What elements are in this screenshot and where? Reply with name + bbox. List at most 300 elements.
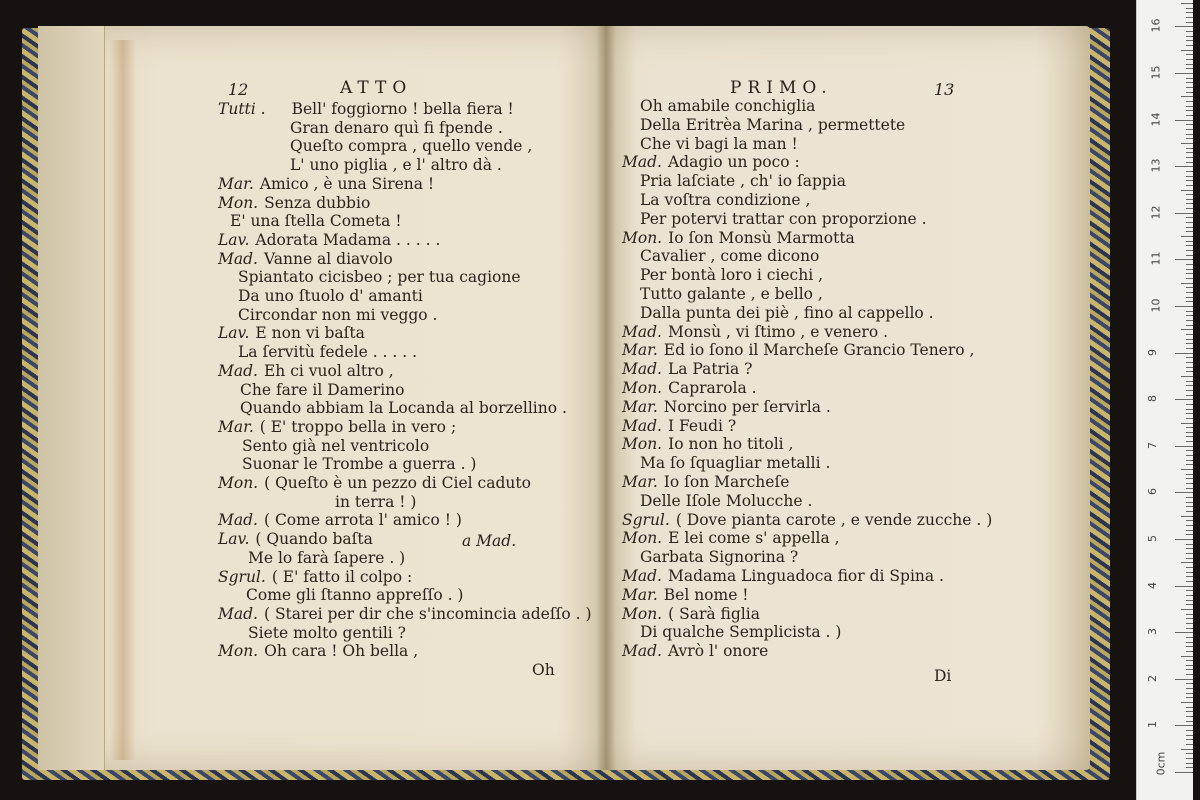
ruler-tick xyxy=(1186,600,1193,601)
ruler-tick xyxy=(1186,217,1193,218)
verse-text: Da uno ſtuolo d' amanti xyxy=(238,287,423,305)
text-line xyxy=(290,119,503,137)
verse-text: in terra ! ) xyxy=(335,492,417,511)
speaker-label: Sgrul. xyxy=(218,567,266,586)
verse-text: Cavalier , come dicono xyxy=(640,247,820,266)
speaker-label: Mar. xyxy=(622,585,658,604)
ruler-tick xyxy=(1181,376,1193,377)
ruler-tick xyxy=(1186,315,1193,316)
stage-direction-aside: a Mad. xyxy=(462,532,517,550)
text-line xyxy=(218,194,370,212)
ruler-tick xyxy=(1175,353,1193,354)
ruler-tick xyxy=(1186,404,1193,405)
speaker-label: Mon. xyxy=(218,642,259,661)
book-gutter xyxy=(596,26,616,770)
ruler-label: 2 xyxy=(1146,674,1159,682)
text-line xyxy=(640,135,798,153)
ruler-tick xyxy=(1181,329,1193,330)
text-line xyxy=(218,250,393,268)
text-line xyxy=(622,511,992,529)
ruler-tick xyxy=(1186,390,1193,391)
text-line xyxy=(242,437,429,455)
ruler-tick xyxy=(1186,674,1193,675)
ruler-tick xyxy=(1186,502,1193,503)
ruler-tick xyxy=(1186,409,1193,410)
speaker-label: Mar. xyxy=(218,174,254,193)
ruler-tick xyxy=(1186,730,1193,731)
text-line xyxy=(230,212,402,230)
ruler-tick xyxy=(1181,423,1193,424)
ruler-tick xyxy=(1186,152,1193,153)
text-line xyxy=(622,417,736,435)
ruler-tick xyxy=(1175,632,1193,633)
ruler-tick xyxy=(1186,590,1193,591)
verse-text: Adorata Madama . . . . . xyxy=(255,230,441,249)
text-line xyxy=(640,548,798,566)
text-line xyxy=(218,175,434,193)
ruler-tick xyxy=(1186,511,1193,512)
ruler-tick xyxy=(1181,283,1193,284)
ruler-tick xyxy=(1186,222,1193,223)
speaker-label: Mar. xyxy=(218,417,254,436)
verse-text: I Feudi ? xyxy=(667,416,737,435)
ruler-tick xyxy=(1186,628,1193,629)
text-line xyxy=(218,605,592,623)
text-line xyxy=(242,455,476,473)
ruler-tick xyxy=(1186,767,1193,768)
text-line xyxy=(640,623,841,641)
speaker-label: Mad. xyxy=(622,642,662,661)
ruler-label: 8 xyxy=(1146,395,1159,403)
ruler-tick xyxy=(1186,567,1193,568)
ruler-tick xyxy=(1186,357,1193,358)
ruler-tick xyxy=(1186,418,1193,419)
ruler-tick xyxy=(1186,660,1193,661)
text-line xyxy=(640,97,815,115)
verse-text: Tutto galante , e bello , xyxy=(640,285,823,303)
text-line xyxy=(218,231,440,249)
ruler-tick xyxy=(1186,171,1193,172)
ruler-tick xyxy=(1186,707,1193,708)
text-line xyxy=(640,191,810,209)
ruler-tick xyxy=(1181,749,1193,750)
ruler-tick xyxy=(1186,124,1193,125)
ruler-tick xyxy=(1186,185,1193,186)
ruler-tick xyxy=(1186,194,1193,195)
ruler-tick xyxy=(1175,772,1193,773)
ruler-tick xyxy=(1186,721,1193,722)
speaker-label: Mad. xyxy=(622,153,662,172)
text-line xyxy=(622,153,800,171)
text-line xyxy=(640,172,846,190)
ruler-tick xyxy=(1186,735,1193,736)
ruler-tick xyxy=(1186,17,1193,18)
ruler-tick xyxy=(1186,129,1193,130)
ruler-tick xyxy=(1186,343,1193,344)
ruler-label: 11 xyxy=(1149,251,1163,266)
ruler-tick xyxy=(1175,259,1193,260)
text-line xyxy=(218,642,418,660)
speaker-label: Mon. xyxy=(218,193,259,212)
verse-text: Delle Iſole Molucche . xyxy=(640,491,813,510)
verse-text: Io ſon Marcheſe xyxy=(663,473,790,491)
ruler-tick xyxy=(1186,544,1193,545)
ruler-label: 16 xyxy=(1149,18,1163,33)
ruler-tick xyxy=(1186,525,1193,526)
speaker-label: Mar. xyxy=(622,397,658,416)
ruler-tick xyxy=(1186,31,1193,32)
ruler-tick xyxy=(1186,22,1193,23)
verse-text: Garbata Signorina ? xyxy=(640,548,799,567)
ruler-label: 7 xyxy=(1146,441,1159,449)
ruler-tick xyxy=(1186,530,1193,531)
text-line xyxy=(240,399,567,417)
speaker-label: Mar. xyxy=(622,473,658,491)
ruler-tick xyxy=(1186,367,1193,368)
ruler-tick xyxy=(1186,688,1193,689)
verse-text: Caprarola . xyxy=(668,379,757,397)
verse-text: E' una ſtella Cometa ! xyxy=(230,212,402,231)
speaker-label: Mon. xyxy=(622,604,663,623)
text-line xyxy=(218,511,462,529)
verse-text: Spiantato cicisbeo ; per tua cagione xyxy=(238,268,521,287)
ruler-tick xyxy=(1186,371,1193,372)
verse-text: Dalla punta dei piè , fino al cappello . xyxy=(640,303,934,322)
verse-text: ( E' fatto il colpo : xyxy=(271,567,413,586)
ruler-label: 13 xyxy=(1149,158,1163,173)
verse-text: La Patria ? xyxy=(667,360,753,379)
ruler-tick xyxy=(1175,399,1193,400)
ruler-tick xyxy=(1186,753,1193,754)
ruler-label: 12 xyxy=(1149,205,1163,220)
text-line xyxy=(640,266,823,284)
ruler-tick xyxy=(1186,758,1193,759)
verse-text: Bel nome ! xyxy=(663,585,749,604)
left-page-number: 12 xyxy=(228,80,249,99)
ruler-tick xyxy=(1186,441,1193,442)
ruler-tick xyxy=(1186,82,1193,83)
ruler-tick xyxy=(1186,203,1193,204)
text-line xyxy=(640,116,905,134)
ruler-label: 10 xyxy=(1149,298,1163,313)
ruler-tick xyxy=(1186,264,1193,265)
ruler-tick xyxy=(1186,744,1193,745)
ruler-tick xyxy=(1186,763,1193,764)
verse-text: Io ſon Monsù Marmotta xyxy=(668,228,855,247)
text-line xyxy=(622,605,760,623)
text-line xyxy=(218,362,394,380)
ruler-tick xyxy=(1186,138,1193,139)
ruler-tick xyxy=(1186,12,1193,13)
ruler-tick xyxy=(1181,96,1193,97)
page-stain xyxy=(110,40,136,760)
ruler-tick xyxy=(1186,497,1193,498)
verse-text: ( Queſto è un pezzo di Ciel caduto xyxy=(264,474,531,492)
text-line xyxy=(290,156,502,174)
ruler-tick xyxy=(1186,273,1193,274)
verse-text: Per bontà loro i ciechi , xyxy=(640,266,824,285)
speaker-label: Mon. xyxy=(218,474,259,492)
verse-text: Della Eritrèa Marina , permettete xyxy=(640,115,906,134)
speaker-label: Mad. xyxy=(218,604,258,623)
verse-text: Senza dubbio xyxy=(264,193,371,212)
text-line xyxy=(218,100,514,118)
verse-text: Adagio un poco : xyxy=(667,153,800,172)
text-line xyxy=(640,210,927,228)
speaker-label: Mad. xyxy=(622,567,662,585)
speaker-label: Mad. xyxy=(622,416,662,435)
text-line xyxy=(218,568,412,586)
verse-text: Madama Linguadoca fior di Spina . xyxy=(667,567,944,585)
speaker-label: Mon. xyxy=(622,379,663,397)
ruler-tick xyxy=(1186,483,1193,484)
verse-text: ( Sarà figlia xyxy=(668,604,760,623)
verse-text: Che fare il Damerino xyxy=(240,380,405,399)
ruler-label: 0cm xyxy=(1154,751,1168,776)
ruler-tick xyxy=(1181,50,1193,51)
text-line xyxy=(622,435,794,453)
verse-text: Siete molto gentili ? xyxy=(248,623,406,642)
ruler-tick xyxy=(1186,208,1193,209)
ruler-label: 15 xyxy=(1149,65,1163,80)
text-line xyxy=(622,323,888,341)
ruler-label: 14 xyxy=(1149,112,1163,127)
ruler-tick xyxy=(1181,516,1193,517)
ruler-tick xyxy=(1186,669,1193,670)
text-line xyxy=(622,642,768,660)
ruler-tick xyxy=(1186,339,1193,340)
flyleaf xyxy=(38,26,105,770)
right-catchword: Di xyxy=(934,667,952,685)
ruler-tick xyxy=(1186,64,1193,65)
ruler-tick xyxy=(1186,8,1193,9)
ruler-tick xyxy=(1186,199,1193,200)
text-line xyxy=(622,379,757,397)
ruler-tick xyxy=(1175,586,1193,587)
ruler-tick xyxy=(1175,306,1193,307)
speaker-label: Mad. xyxy=(622,360,662,379)
ruler-label: 6 xyxy=(1146,488,1159,496)
ruler-tick xyxy=(1175,166,1193,167)
ruler-tick xyxy=(1186,618,1193,619)
ruler-tick xyxy=(1186,623,1193,624)
ruler-tick xyxy=(1181,190,1193,191)
ruler-tick xyxy=(1186,595,1193,596)
verse-text: Avrò l' onore xyxy=(667,642,769,661)
ruler-tick xyxy=(1186,385,1193,386)
ruler-tick xyxy=(1186,110,1193,111)
verse-text: Oh cara ! Oh bella , xyxy=(264,642,419,661)
speaker-label: Mad. xyxy=(622,322,662,341)
text-line xyxy=(335,493,416,511)
speaker-label: Mon. xyxy=(622,228,663,247)
ruler-tick xyxy=(1186,162,1193,163)
text-line xyxy=(622,586,749,604)
verse-text: ( Quando baſta xyxy=(255,530,373,549)
verse-text: Eh ci vuol altro , xyxy=(263,361,394,380)
verse-text: Di qualche Semplicista . ) xyxy=(640,623,842,642)
ruler-tick xyxy=(1186,92,1193,93)
verse-text: Io non ho titoli , xyxy=(668,435,794,454)
verse-text: Quando abbiam la Locanda al borzellino . xyxy=(240,399,567,418)
ruler-tick xyxy=(1181,702,1193,703)
text-line xyxy=(238,343,417,361)
verse-text: Ma ſo ſquagliar metalli . xyxy=(640,454,831,473)
ruler-tick xyxy=(1186,227,1193,228)
text-line xyxy=(640,247,819,265)
verse-text: Gran denaro quì fi fpende . xyxy=(290,118,503,137)
ruler-tick xyxy=(1181,609,1193,610)
right-page-header: PRIMO. xyxy=(730,78,833,98)
ruler-tick xyxy=(1186,460,1193,461)
ruler-tick xyxy=(1186,450,1193,451)
verse-text: Pria laſciate , ch' io ſappia xyxy=(640,172,847,191)
ruler-tick xyxy=(1186,474,1193,475)
ruler-tick xyxy=(1186,78,1193,79)
speaker-label: Lav. xyxy=(218,230,250,249)
ruler-tick xyxy=(1186,693,1193,694)
text-line xyxy=(246,586,463,604)
ruler-tick xyxy=(1175,213,1193,214)
text-line xyxy=(640,285,823,303)
ruler-tick xyxy=(1181,3,1193,4)
verse-text: Per potervi trattar con proporzione . xyxy=(640,209,927,228)
verse-text: La ſervitù fedele . . . . . xyxy=(238,343,418,362)
ruler-label: 9 xyxy=(1146,348,1159,356)
verse-text: E non vi baſta xyxy=(255,324,365,343)
ruler-tick xyxy=(1186,576,1193,577)
ruler-tick xyxy=(1186,651,1193,652)
verse-text: Bell' foggiorno ! bella fiera ! xyxy=(291,100,514,118)
ruler-tick xyxy=(1186,362,1193,363)
verse-text: Monsù , vi ſtimo , e venero . xyxy=(667,322,889,341)
ruler-tick xyxy=(1186,520,1193,521)
speaker-label: Mad. xyxy=(218,249,258,268)
ruler-tick xyxy=(1186,381,1193,382)
text-line xyxy=(290,137,532,155)
text-line xyxy=(640,304,934,322)
verse-text: Ed io ſono il Marcheſe Grancio Tenero , xyxy=(663,341,975,360)
ruler-tick xyxy=(1186,558,1193,559)
text-line xyxy=(622,341,974,359)
ruler-tick xyxy=(1186,604,1193,605)
text-line xyxy=(238,306,438,324)
left-catchword: Oh xyxy=(532,661,555,679)
verse-text: E lei come s' appella , xyxy=(668,529,840,548)
speaker-label: Mon. xyxy=(622,529,663,548)
verse-text: ( Dove pianta carote , e vende zucche . ) xyxy=(675,510,993,529)
ruler-tick xyxy=(1186,464,1193,465)
ruler-tick xyxy=(1186,683,1193,684)
verse-text: Come gli ſtanno appreſſo . ) xyxy=(246,586,464,605)
text-line xyxy=(622,229,855,247)
verse-text: ( E' troppo bella in vero ; xyxy=(259,417,457,436)
ruler-tick xyxy=(1181,236,1193,237)
ruler-tick xyxy=(1186,311,1193,312)
ruler-tick xyxy=(1186,255,1193,256)
ruler-tick xyxy=(1186,269,1193,270)
text-line xyxy=(622,398,831,416)
speaker-label: Mad. xyxy=(218,361,258,380)
verse-text: Norcino per ſervirla . xyxy=(663,397,831,416)
text-line xyxy=(622,473,789,491)
ruler-tick xyxy=(1186,245,1193,246)
text-line xyxy=(218,324,365,342)
ruler-tick xyxy=(1175,679,1193,680)
ruler-tick xyxy=(1186,665,1193,666)
ruler-tick xyxy=(1186,455,1193,456)
ruler-tick xyxy=(1186,87,1193,88)
ruler-tick xyxy=(1186,325,1193,326)
ruler-tick xyxy=(1181,562,1193,563)
ruler-tick xyxy=(1186,115,1193,116)
ruler-tick xyxy=(1186,637,1193,638)
verse-text: Che vi bagi la man ! xyxy=(640,134,798,153)
text-line xyxy=(248,624,406,642)
ruler-tick xyxy=(1186,432,1193,433)
ruler-tick xyxy=(1186,180,1193,181)
ruler-label: 4 xyxy=(1146,581,1159,589)
ruler-tick xyxy=(1186,45,1193,46)
verse-text: Circondar non mi veggo . xyxy=(238,305,438,324)
text-line xyxy=(248,549,405,567)
ruler-tick xyxy=(1186,292,1193,293)
text-line xyxy=(238,268,521,286)
ruler-tick xyxy=(1186,106,1193,107)
verse-text: ( Come arrota l' amico ! ) xyxy=(263,511,462,530)
verse-text: La voſtra condizione , xyxy=(640,191,811,209)
ruler-tick xyxy=(1175,725,1193,726)
verse-text: Queſto compra , quello vende , xyxy=(290,137,533,156)
ruler-tick xyxy=(1181,469,1193,470)
ruler-tick xyxy=(1175,120,1193,121)
left-page-header: ATTO xyxy=(340,78,413,98)
ruler-label: 1 xyxy=(1146,721,1159,729)
ruler-tick xyxy=(1186,697,1193,698)
ruler-tick xyxy=(1186,413,1193,414)
ruler-tick xyxy=(1186,614,1193,615)
right-page-number: 13 xyxy=(934,80,955,99)
text-line xyxy=(218,474,531,492)
ruler-tick xyxy=(1186,553,1193,554)
ruler-tick xyxy=(1186,427,1193,428)
ruler-tick xyxy=(1186,148,1193,149)
text-line xyxy=(240,381,405,399)
speaker-label: Mad. xyxy=(218,511,258,530)
ruler-tick xyxy=(1186,572,1193,573)
text-line xyxy=(622,567,944,585)
ruler-tick xyxy=(1175,539,1193,540)
speaker-label: Mar. xyxy=(622,341,658,360)
ruler-tick xyxy=(1175,446,1193,447)
ruler-tick xyxy=(1186,157,1193,158)
ruler-tick xyxy=(1181,143,1193,144)
ruler-tick xyxy=(1186,548,1193,549)
ruler-tick xyxy=(1186,68,1193,69)
ruler-tick xyxy=(1186,301,1193,302)
speaker-label: Lav. xyxy=(218,530,250,549)
verse-text: Me lo farà ſapere . ) xyxy=(248,548,406,567)
ruler-tick xyxy=(1186,241,1193,242)
ruler-tick xyxy=(1181,656,1193,657)
ruler-tick xyxy=(1175,73,1193,74)
ruler-tick xyxy=(1186,534,1193,535)
ruler-tick xyxy=(1175,26,1193,27)
speaker-label: Sgrul. xyxy=(622,510,670,529)
ruler-tick xyxy=(1186,101,1193,102)
ruler-tick xyxy=(1186,395,1193,396)
ruler-tick xyxy=(1175,492,1193,493)
